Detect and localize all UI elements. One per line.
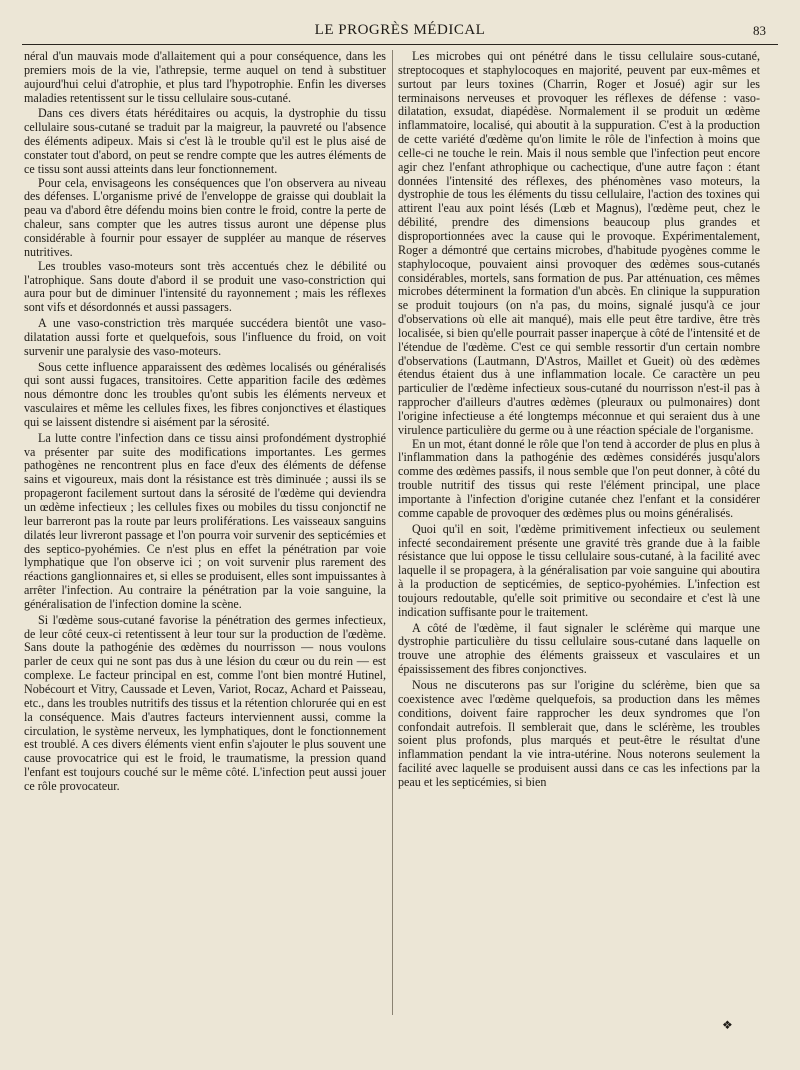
paragraph: Si l'œdème sous-cutané favorise la pénétration des germes infectieux, de leur côté ceux-ci retentissent à leur tour sur la production de l'œdème. Sans doute la pathogénie des œdèmes du nourrisson — nous voulons parler de ceux qui ne sont pas dus à une lésion du cœur ou du rein — est complexe. Le facteur principal en est, comme l'ont bien montré Hutinel, Nobécourt et Vitry, Caussade et Leven, Variot, Rocaz, Achard et Paisseau, etc., dans les troubles nutritifs des tissus et la rétention chlorurée qui en est la conséquence. Mais d'autres facteurs interviennent aussi, comme la circulation, le système nerveux, les lymphatiques, dont le fonctionnement est troublé. A ces divers éléments vient enfin s'ajouter le plus souvent une cause provocatrice qui est le froid, le traumatisme, la pression quand l'enfant est toujours couché sur le même côté. L'infection peut aussi jouer ce rôle provocateur. (24, 612, 386, 793)
page-number: 83 (753, 23, 766, 38)
paragraph: A une vaso-constriction très marquée succédera bientôt une vaso-dilatation aussi forte et quelquefois, sous l'influence du froid, on voit survenir une paralysie des vaso-moteurs. (24, 316, 386, 358)
paragraph: A côté de l'œdème, il faut signaler le sclérème qui marque une dystrophie particulière du tissu cellulaire sous-cutané dans laquelle on trouve une atrophie des éléments graisseux et vasculaires et un épaississement des fibres conjonctives. (398, 620, 760, 677)
paragraph: Quoi qu'il en soit, l'œdème primitivement infectieux ou seulement infecté secondairement présente une gravité très grande due à la faible résistance que lui oppose le tissu cellulaire sous-cutané, à la facilité avec laquelle il se propagera, à la généralisation par voie sanguine qui aboutira à la production de septicémies, de septico-pyohémies. L'infection est toujours redoutable, qu'elle soit primitive ou secondaire et c'est là une indication suffisante pour le traitement. (398, 521, 760, 619)
left-column (24, 50, 386, 1050)
paragraph: Les microbes qui ont pénétré dans le tissu cellulaire sous-cutané, streptocoques et staphylocoques en majorité, peuvent par eux-mêmes et surtout par leurs toxines (Charrin, Roger et Josué) agir sur les terminaisons nerveuses et provoquer les réflexes de défense : vaso-dilatation, exsudat, diapédèse. Normalement il se produit un œdème inflammatoire, localisé, qui aboutit à la suppuration. C'est à la production de cette variété d'œdème qu'on limite le rôle de l'infection à moins que celle-ci ne touche le rein. Mais il nous semble que l'infection peut encore agir chez l'enfant athrophique ou cachectique, d'une autre façon : étant données l'intensité des réflexes, des phénomènes vaso moteurs, la dystrophie de tous les éléments du tissu cellulaire, l'action des toxines qui attirent l'eau aux point lésés (Lœb et Magnus), l'œdème peut, chez le débilité, prendre des dimensions beaucoup plus grandes et disproportionnées avec la cause qui le provoque. Expérimentalement, Roger a démontré que certains microbes, d'habitude pyogènes comme le staphylocoque, pouvaient ainsi provoquer des œdèmes sous-cutanés considérables, mortels, sans formation de pus. Par atténuation, ces mêmes microbes déterminent la formation d'un abcès. En clinique la suppuration se produit toujours (on n'a pas, du moins, signalé jusqu'à ce jour d'observations où elle ait manqué), mais elle peut être tardive, être très localisée, si bien qu'elle pourrait passer inaperçue à côté de l'intensité et de l'étendue de l'œdème. C'est ce qui semble ressortir d'un certain nombre d'observations (Lautmann, D'Astros, Maillet et Gueit) où des œdèmes étendus étaient dus à une inflammation locale. Ce caractère un peu particulier de l'œdème infectieux sous-cutané du nourrisson n'est-il pas à rapprocher d'ailleurs d'autres œdèmes (pleuraux ou pulmonaires) dont l'origine infectieuse a été longtemps méconnue et qui seraient dus à une virulence particulière du germe ou à une réaction spéciale de l'organisme. (398, 50, 760, 437)
fleuron-ornament: ❖ (722, 1018, 733, 1032)
paragraph: Dans ces divers états héréditaires ou acquis, la dystrophie du tissu cellulaire sous-cutané se traduit par la maigreur, la pauvreté ou l'absence des éléments adipeux. Mais si c'est là le trouble qu'il est le plus aisé de constater tout d'abord, on peut se rendre compte que les autres éléments de ce tissu sont aussi atteints dans leur fonctionnement. (24, 106, 386, 176)
paragraph: Nous ne discuterons pas sur l'origine du sclérème, bien que sa coexistence avec l'œdème quelquefois, sa production dans les mêmes conditions, doivent faire rapprocher les deux syndromes que l'on confondait autrefois. Il semblerait que, dans le sclérème, les troubles soient plus profonds, plus marqués et peut-être le résultat d'une inflammation pendant la vie intra-utérine. Nous noterons seulement la facilité avec laquelle se produisent aussi dans ce cas les infections par la peau et les septicémies, si bien (398, 677, 760, 789)
right-column (398, 50, 760, 1050)
page-header (22, 18, 778, 40)
paragraph: La lutte contre l'infection dans ce tissu ainsi profondément dystrophié va présenter par suite des modifications importantes. Les germes pathogènes ne rencontrent plus en face d'eux des éléments de défense sains et vigoureux, mais dont la résistance est très diminuée ; aussi ils se propageront facilement surtout dans la sérosité de l'œdème qui deviendra un œdème infectieux ; les cellules fixes ou mobiles du tissu conjonctif ne leur barreront pas la route par leurs proliférations. Les vaisseaux sanguins dilatés leur livreront passage et l'on pourra voir survenir des septicémies et des septico-pyohémies. Ce n'est plus en effet la pénétration par voie lymphatique que l'on observe ici ; on voit survenir plus rarement des réactions ganglionnaires et, si elles se produisent, elles sont impuissantes à arrêter l'infection. Au contraire la pénétration par la voie sanguine, la généralisation de l'infection domine la scène. (24, 430, 386, 611)
paragraph: Pour cela, envisageons les conséquences que l'on observera au niveau des défenses. L'organisme privé de l'enveloppe de graisse qui doublait la peau va d'abord être défendu moins bien contre le froid, contre la perte de chaleur, sans compter que les autres tissus auront une dépense plus considérable à fournir pour essayer de suppléer au manque de réserves nutritives. (24, 175, 386, 259)
header-rule (22, 44, 778, 45)
column-divider (392, 50, 393, 1015)
journal-title: LE PROGRÈS MÉDICAL (314, 22, 486, 38)
paragraph: Les troubles vaso-moteurs sont très accentués chez le débilité ou l'atrophique. Sans doute d'abord il se produit une vaso-constriction qui aura pour but de diminuer l'intensité du rayonnement ; mais les réflexes sont vifs et désordonnés et aussi passagers. (24, 258, 386, 315)
paragraph: En un mot, étant donné le rôle que l'on tend à accorder de plus en plus à l'inflammation dans la pathogénie des œdèmes considérés jusqu'alors comme des œdèmes passifs, il nous semble que l'on peut donner, à côté du trouble nutritif des tissus qui reste l'élément principal, une place importante à l'infection d'origine cutanée chez l'enfant et la considérer comme capable de provoquer des œdèmes plus ou moins généralisés. (398, 436, 760, 520)
paragraph: Sous cette influence apparaissent des œdèmes localisés ou généralisés qui sont aussi fugaces, transitoires. Cette apparition facile des œdèmes nous démontre donc les troubles qu'ont subis les éléments nerveux et vasculaires et même les cellules fixes, les fibres conjonctives et élastiques qui se laissent distendre si aisément par la sérosité. (24, 359, 386, 429)
paragraph: néral d'un mauvais mode d'allaitement qui a pour conséquence, dans les premiers mois de la vie, l'athrepsie, terme auquel on tend à substituer aujourd'hui celui d'atrophie, et plus tard l'hypotrophie. Enfin les diverses maladies retentissent sur le tissu cellulaire sous-cutané. (24, 50, 386, 105)
